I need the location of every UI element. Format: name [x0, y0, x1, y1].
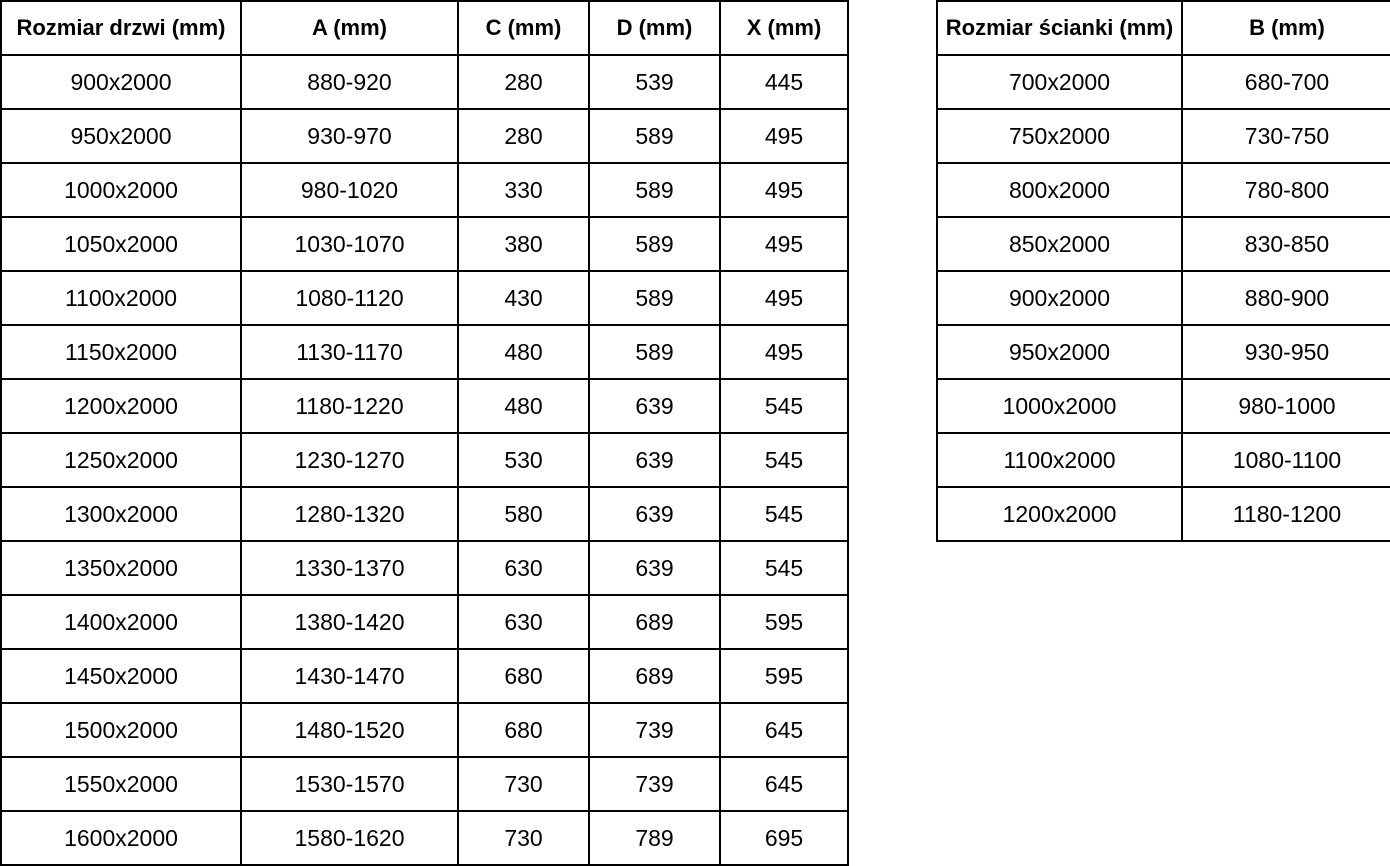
- table-row: [1, 703, 848, 757]
- table-cell: 880-900: [1182, 271, 1390, 325]
- table-cell: 639: [589, 433, 720, 487]
- door-table-header-row: [1, 1, 848, 55]
- table-cell: 580: [458, 487, 589, 541]
- table-cell: 589: [589, 109, 720, 163]
- column-header-d: D (mm): [589, 1, 720, 55]
- table-cell: 639: [589, 379, 720, 433]
- table-row: [1, 217, 848, 271]
- table-cell: 689: [589, 595, 720, 649]
- table-cell: 1030-1070: [241, 217, 458, 271]
- column-header-b: B (mm): [1182, 1, 1390, 55]
- table-cell: 645: [720, 703, 848, 757]
- table-cell: 1530-1570: [241, 757, 458, 811]
- table-cell: 1080-1100: [1182, 433, 1390, 487]
- table-cell: 730: [458, 757, 589, 811]
- table-cell: 1200x2000: [937, 487, 1182, 541]
- table-cell: 445: [720, 55, 848, 109]
- table-cell: 595: [720, 595, 848, 649]
- table-cell: 789: [589, 811, 720, 865]
- table-cell: 280: [458, 109, 589, 163]
- table-cell: 950x2000: [937, 325, 1182, 379]
- table-cell: 545: [720, 379, 848, 433]
- table-row: [1, 109, 848, 163]
- wall-table-body: [937, 55, 1390, 541]
- table-cell: 1450x2000: [1, 649, 241, 703]
- table-row: [1, 757, 848, 811]
- table-row: [937, 217, 1390, 271]
- table-cell: 380: [458, 217, 589, 271]
- table-cell: 695: [720, 811, 848, 865]
- table-row: [1, 811, 848, 865]
- table-cell: 1130-1170: [241, 325, 458, 379]
- table-row: [937, 109, 1390, 163]
- table-cell: 495: [720, 271, 848, 325]
- table-cell: 900x2000: [937, 271, 1182, 325]
- table-cell: 495: [720, 163, 848, 217]
- table-cell: 1100x2000: [937, 433, 1182, 487]
- table-cell: 730-750: [1182, 109, 1390, 163]
- table-row: [1, 55, 848, 109]
- table-cell: 930-970: [241, 109, 458, 163]
- table-cell: 1580-1620: [241, 811, 458, 865]
- table-row: [937, 271, 1390, 325]
- table-cell: 1250x2000: [1, 433, 241, 487]
- column-header-a: A (mm): [241, 1, 458, 55]
- table-row: [1, 649, 848, 703]
- table-cell: 680-700: [1182, 55, 1390, 109]
- table-cell: 1280-1320: [241, 487, 458, 541]
- table-cell: 850x2000: [937, 217, 1182, 271]
- table-cell: 645: [720, 757, 848, 811]
- table-row: [1, 271, 848, 325]
- table-row: [937, 487, 1390, 541]
- table-cell: 495: [720, 217, 848, 271]
- column-header-rozmiar-drzwi: Rozmiar drzwi (mm): [1, 1, 241, 55]
- table-cell: 980-1000: [1182, 379, 1390, 433]
- table-cell: 1100x2000: [1, 271, 241, 325]
- table-row: [937, 55, 1390, 109]
- table-cell: 430: [458, 271, 589, 325]
- table-row: [1, 487, 848, 541]
- table-cell: 739: [589, 703, 720, 757]
- table-cell: 530: [458, 433, 589, 487]
- table-cell: 1330-1370: [241, 541, 458, 595]
- table-cell: 589: [589, 325, 720, 379]
- table-cell: 1000x2000: [937, 379, 1182, 433]
- table-cell: 1350x2000: [1, 541, 241, 595]
- table-cell: 1200x2000: [1, 379, 241, 433]
- table-row: [1, 379, 848, 433]
- table-cell: 1600x2000: [1, 811, 241, 865]
- table-cell: 1050x2000: [1, 217, 241, 271]
- table-cell: 700x2000: [937, 55, 1182, 109]
- table-row: [1, 541, 848, 595]
- table-cell: 1230-1270: [241, 433, 458, 487]
- table-cell: 730: [458, 811, 589, 865]
- table-cell: 1000x2000: [1, 163, 241, 217]
- table-cell: 630: [458, 541, 589, 595]
- table-cell: 1400x2000: [1, 595, 241, 649]
- table-cell: 639: [589, 541, 720, 595]
- table-cell: 800x2000: [937, 163, 1182, 217]
- table-cell: 1180-1200: [1182, 487, 1390, 541]
- table-cell: 689: [589, 649, 720, 703]
- table-row: [1, 595, 848, 649]
- column-header-rozmiar-scianki: Rozmiar ścianki (mm): [937, 1, 1182, 55]
- table-cell: 980-1020: [241, 163, 458, 217]
- table-cell: 480: [458, 379, 589, 433]
- table-cell: 780-800: [1182, 163, 1390, 217]
- table-cell: 495: [720, 109, 848, 163]
- table-cell: 589: [589, 163, 720, 217]
- table-row: [937, 379, 1390, 433]
- table-cell: 830-850: [1182, 217, 1390, 271]
- table-cell: 739: [589, 757, 720, 811]
- table-cell: 680: [458, 649, 589, 703]
- table-cell: 545: [720, 433, 848, 487]
- table-cell: 480: [458, 325, 589, 379]
- table-cell: 589: [589, 217, 720, 271]
- table-cell: 495: [720, 325, 848, 379]
- table-cell: 1300x2000: [1, 487, 241, 541]
- table-cell: 330: [458, 163, 589, 217]
- table-cell: 1150x2000: [1, 325, 241, 379]
- table-cell: 930-950: [1182, 325, 1390, 379]
- table-cell: 589: [589, 271, 720, 325]
- table-row: [937, 163, 1390, 217]
- table-cell: 1500x2000: [1, 703, 241, 757]
- table-cell: 280: [458, 55, 589, 109]
- table-cell: 1480-1520: [241, 703, 458, 757]
- column-header-x: X (mm): [720, 1, 848, 55]
- table-row: [1, 433, 848, 487]
- table-cell: 639: [589, 487, 720, 541]
- table-row: [937, 433, 1390, 487]
- table-cell: 1380-1420: [241, 595, 458, 649]
- wall-table-header-row: [937, 1, 1390, 55]
- wall-sizes-table: [936, 0, 1390, 542]
- table-cell: 1180-1220: [241, 379, 458, 433]
- table-cell: 1550x2000: [1, 757, 241, 811]
- table-row: [937, 325, 1390, 379]
- table-cell: 630: [458, 595, 589, 649]
- table-cell: 900x2000: [1, 55, 241, 109]
- table-cell: 750x2000: [937, 109, 1182, 163]
- column-header-c: C (mm): [458, 1, 589, 55]
- table-cell: 950x2000: [1, 109, 241, 163]
- table-row: [1, 325, 848, 379]
- table-cell: 880-920: [241, 55, 458, 109]
- door-table-body: [1, 55, 848, 865]
- table-row: [1, 163, 848, 217]
- table-cell: 595: [720, 649, 848, 703]
- table-cell: 545: [720, 487, 848, 541]
- table-cell: 1430-1470: [241, 649, 458, 703]
- table-cell: 545: [720, 541, 848, 595]
- table-cell: 539: [589, 55, 720, 109]
- table-cell: 680: [458, 703, 589, 757]
- table-cell: 1080-1120: [241, 271, 458, 325]
